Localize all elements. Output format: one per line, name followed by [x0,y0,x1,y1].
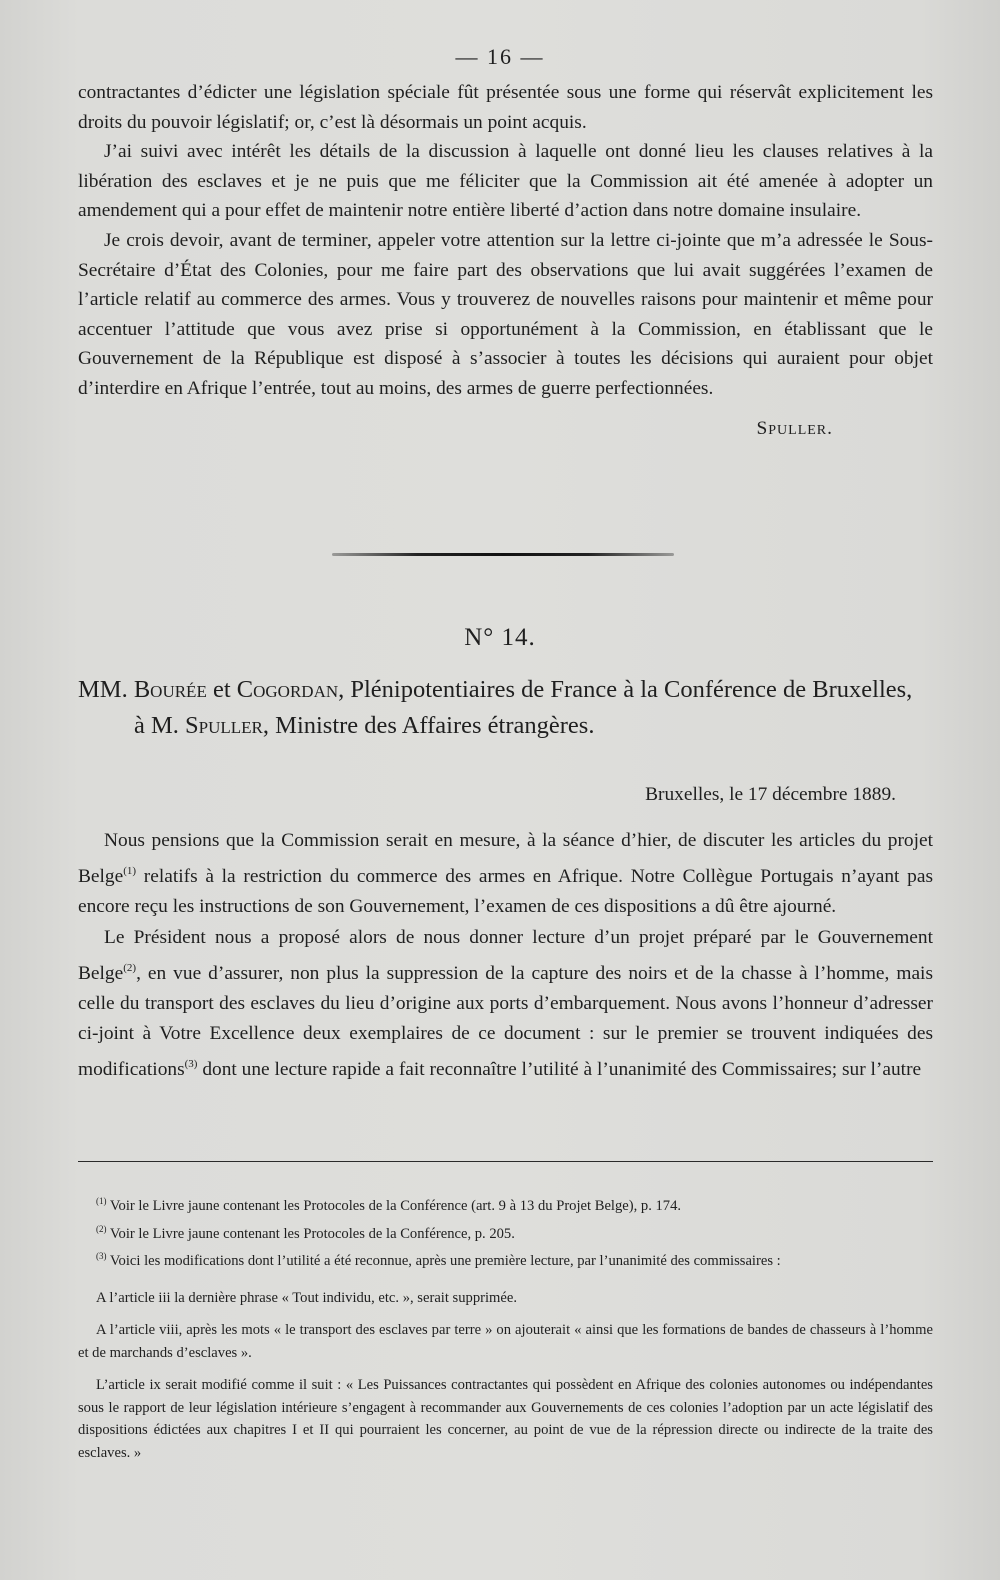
text-run: relatifs à la restriction du commerce des armes en Afrique. Notre Collègue Portugais n’ayant pas encore reçu les instructions de son Gouvernement, l’examen de ces dispositions a dû être ajourné. [78,866,933,918]
footnote-ref: (3) [184,1058,198,1071]
text-run: dont une lecture rapide a fait reconnaître l’utilité à l’unanimité des Commissaires; sur l’autre [197,1059,922,1081]
footnote-text: Voir le Livre jaune contenant les Protocoles de la Conférence, p. 205. [109,1225,515,1242]
dateline: Bruxelles, le 17 décembre 1889. [645,784,896,805]
heading-line-1 [78,672,948,708]
paragraph: Je crois devoir, avant de terminer, appeler votre attention sur la lettre ci-jointe que m’a adressée le Sous-Secrétaire d’État des Colonies, pour me faire part des observations que lui avait suggérées l’examen de l’article relatif au commerce des armes. Vous y trouverez de nouvelles raisons pour maintenir et même pour accentuer l’attitude que vous avez prise si opportunément à la Commission, en établissant que le Gouvernement de la République est disposé à s’associer à toutes les décisions qui auraient pour objet d’interdire en Afrique l’entrée, tout au moins, des armes de guerre perfectionnées. [78,229,933,399]
sender-name: Bourée [133,676,207,703]
text-run: , en vue d’assurer, non plus la suppression de la capture des noirs et de la chasse à l’homme, mais celle du transport des esclaves du lieu d’origine aux ports d’embarquement. Nous avons l’honneur d’adresser ci-joint à Votre Excellence deux exemplaires de ce document : sur le premier se trouvent indiquées des modifications [78,962,933,1081]
footnote [78,1245,933,1273]
letter-body [78,826,933,1086]
footnote-marker: (2) [96,1223,107,1234]
footnote-ref: (2) [123,961,137,974]
footnote [78,1218,933,1246]
modification-item: L’article ix serait modifié comme il suit : « Les Puissances contractantes qui possèdent en Afrique des colonies autonomes ou indépendantes sous le rapport de leur législation intérieure s’engagent à recommander aux Gouvernements de ces colonies l’adoption par un acte législatif des dispositions édictées aux chapitres I et II qui pourraient les concerner, au point de vue de la répression directe ou indirecte de la traite des esclaves. » [78,1377,933,1461]
heading-text: , Ministre des Affaires étrangères. [262,712,595,739]
footnote-text: Voici les modifications dont l’utilité a été reconnue, après une première lecture, par l’unanimité des commissaires : [109,1253,781,1269]
paragraph: contractantes d’édicter une législation spéciale fût présentée sous une forme qui réservât explicitement les droits du pouvoir législatif; or, c’est là désormais un point acquis. [78,82,933,133]
footnote-ref: (1) [123,865,137,878]
sender-name: Cogordan [236,676,339,703]
paragraph: J’ai suivi avec intérêt les détails de la discussion à laquelle ont donné lieu les clauses relatives à la libération des esclaves et je ne puis que me féliciter que la Commission ait été amenée à adopter un amendement qui a pour effet de maintenir notre entière liberté d’action dans notre domaine insulaire. [78,141,933,222]
page-number: — 16 — [455,44,545,69]
text-run: Le Président nous a proposé alors de nous donner lecture d’un projet préparé par le Gouvernement Belge [78,926,933,984]
document-number: N° 14. [464,624,536,651]
text-run: Nous pensions que la Commission serait en mesure, à la séance d’hier, de discuter les articles du projet Belge [78,830,933,888]
footnotes [78,1190,933,1464]
letter-heading [78,672,948,744]
paragraph [78,826,933,923]
paragraph [78,923,933,1086]
preceding-letter-text [78,78,933,443]
footnote-marker: (1) [96,1196,107,1206]
section-divider [332,553,674,556]
modification-item: A l’article viii, après les mots « le transport des esclaves par terre » on ajouterait « ainsi que les formations de bandes de chasseurs à l’homme et de marchands d’esclaves ». [78,1322,933,1361]
modification-item: A l’article iii la dernière phrase « Tout individu, etc. », serait supprimée. [96,1289,517,1306]
footnote-text: Voir le Livre jaune contenant les Protocoles de la Conférence (art. 9 à 13 du Projet Belge), p. 174. [109,1198,682,1214]
heading-text: à M. [134,712,186,739]
heading-text: et [206,676,237,703]
recipient-name: Spuller [185,712,263,739]
footnote-marker: (3) [96,1251,107,1261]
footnote-separator [78,1161,933,1162]
footnote [78,1190,933,1218]
heading-text: , Plénipotentiaires de France à la Conférence de Bruxelles, [338,676,913,703]
heading-text: MM. [78,676,134,703]
signature: Spuller. [756,417,833,439]
heading-line-2 [78,708,948,744]
